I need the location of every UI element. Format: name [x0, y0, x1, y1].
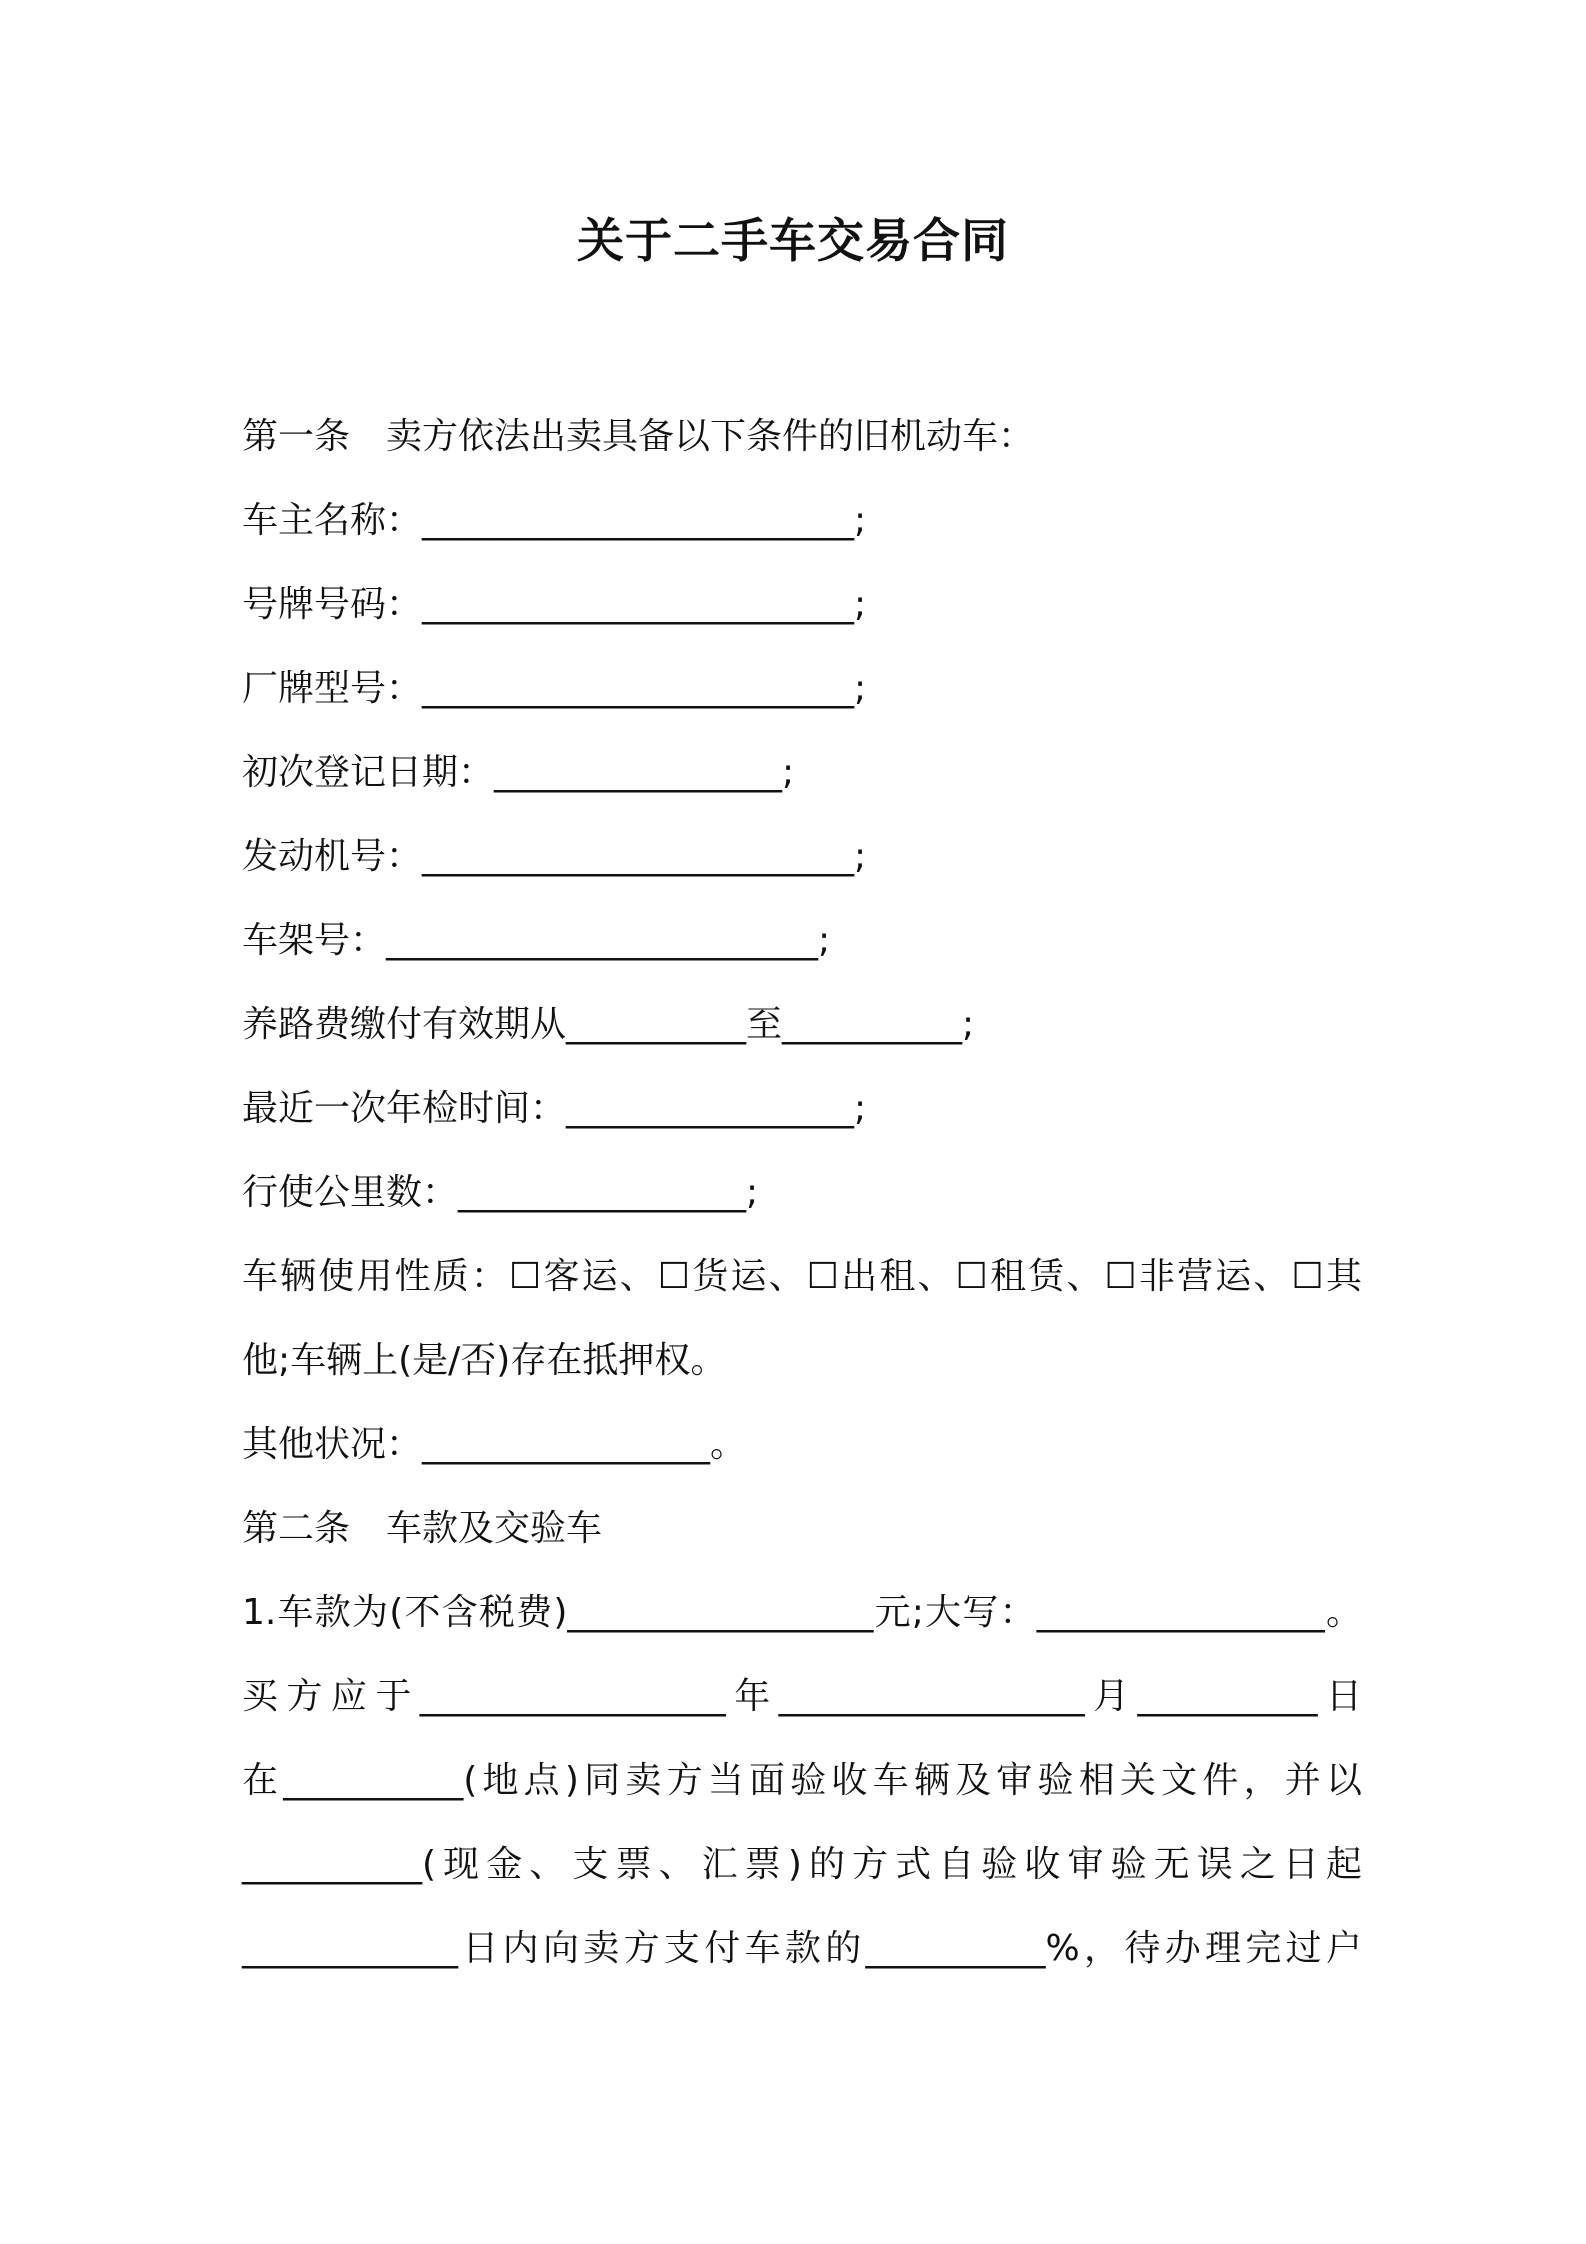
inspection-location-line: 在__________(地点)同卖方当面验收车辆及审验相关文件，并以: [242, 1760, 1362, 1801]
other-status-line: 其他状况：________________。: [242, 1424, 747, 1465]
engine-number-line: 发动机号：________________________;: [242, 836, 867, 877]
payment-date-line: 买方应于_________________年_________________月__________日: [242, 1676, 1362, 1717]
vehicle-usage-line: 车辆使用性质：☐客运、☐货运、☐出租、☐租赁、☐非营运、☐其: [242, 1256, 1362, 1297]
document-title: 关于二手车交易合同: [577, 214, 1009, 269]
mileage-line: 行使公里数：________________;: [242, 1172, 759, 1213]
mortgage-line: 他;车辆上(是/否)存在抵押权。: [242, 1340, 727, 1381]
payment-percentage-line: ____________日内向卖方支付车款的__________%，待办理完过户: [242, 1928, 1362, 1969]
article-1-heading: 第一条 卖方依法出卖具备以下条件的旧机动车：: [242, 416, 1035, 457]
article-2-heading: 第二条 车款及交验车: [242, 1508, 603, 1549]
last-inspection-line: 最近一次年检时间：________________;: [242, 1088, 867, 1129]
plate-number-line: 号牌号码：________________________;: [242, 584, 867, 625]
first-registration-date-line: 初次登记日期：________________;: [242, 752, 795, 793]
brand-model-line: 厂牌型号：________________________;: [242, 668, 867, 709]
price-line: 1.车款为(不含税费)_________________元;大写：________________。: [242, 1592, 1362, 1633]
payment-method-line: __________(现金、支票、汇票)的方式自验收审验无误之日起: [242, 1844, 1362, 1885]
owner-name-line: 车主名称：________________________;: [242, 500, 867, 541]
frame-number-line: 车架号：________________________;: [242, 920, 831, 961]
road-fee-validity-line: 养路费缴付有效期从__________至__________;: [242, 1004, 975, 1045]
